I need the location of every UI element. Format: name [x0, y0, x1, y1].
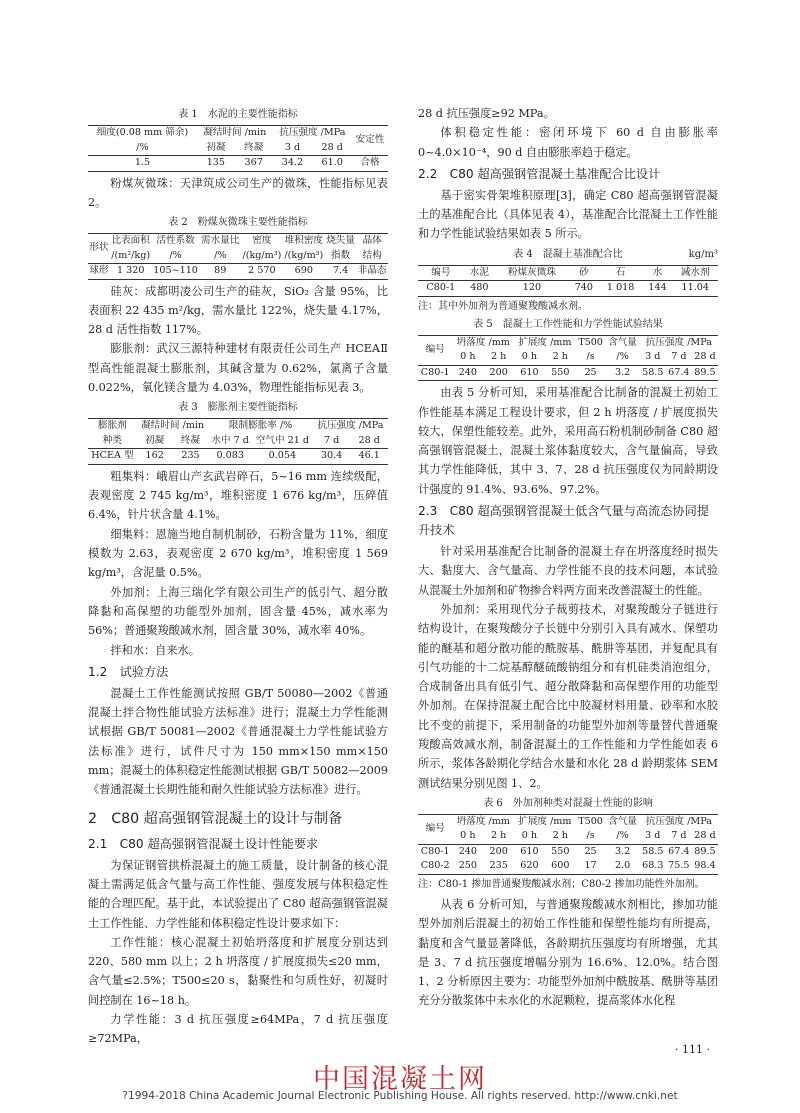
- t5-cell: 58.5: [640, 365, 666, 381]
- left-column: [88, 104, 388, 1049]
- t6-cell: 17: [576, 859, 606, 874]
- t6-subhead: 7 d: [666, 829, 692, 844]
- para-table6-analysis: 从表 6 分析可知，与普通聚羧酸减水剂相比，掺加功能型外加剂后混凝土的初始工作性能和保塑性能均有所提高，黏度和含气量显著降低，各龄期抗压强度均有所增强，尤其是 3、7 d 抗压强度增幅分别为 16.6%、12.0%。结合图 1、2 分析原因主要为：功能型外加剂中酰胺基、酰肼等基团充分分散浆体中未水化的水泥颗粒，提高浆体水化程: [418, 897, 718, 1008]
- t4-head: 减水剂: [672, 265, 718, 281]
- table1-caption: 表 1 水泥的主要性能指标: [178, 109, 298, 120]
- t4-cell: C80-1: [418, 281, 464, 297]
- t5-subhead: 2 h: [483, 350, 514, 365]
- t6-cell: 58.5: [642, 845, 664, 857]
- t2-subhead: /%: [152, 249, 200, 264]
- para-improvement-approach: 针对采用基准配合比制备的混凝土存在坍落度经时损失大、黏度大、含气量高、力学性能不良的技术问题，本试验从混凝土外加剂和矿物掺合料两方面来改善混凝土的性能。: [418, 545, 718, 597]
- page-number: · 111 ·: [675, 1043, 710, 1056]
- t1-subhead: 终凝: [235, 141, 273, 156]
- t5-head: 含气量: [605, 335, 639, 350]
- t6-cell: 200: [489, 845, 508, 857]
- t3-head: 凝结时间 /min: [137, 419, 209, 434]
- t2-cell: 非晶态: [356, 264, 388, 280]
- t2-cell: 1 320: [110, 264, 152, 280]
- t5-cell: 240: [452, 365, 483, 381]
- t2-subhead: /%: [200, 249, 241, 264]
- t5-cell: C80-1: [418, 365, 452, 381]
- t6-cell: 98.4: [692, 859, 718, 874]
- t5-cell: 610: [514, 365, 545, 381]
- t6-cell: 235: [483, 859, 514, 874]
- para-expansive-agent: 膨胀剂：武汉三源特种建材有限责任公司生产 HCEAⅡ 型高性能混凝土膨胀剂，其碱含量为 0.62%，氯离子含量 0.022%，氧化镁含量为 4.03%，物理性能指标见表 3。: [88, 342, 388, 395]
- t6-cell: 600: [545, 859, 576, 874]
- t5-subhead: /s: [576, 350, 606, 365]
- t6-cell: 2.0: [605, 859, 639, 874]
- t1-cell: 135: [197, 156, 235, 172]
- para-fine-aggregate: 细集料：恩施当地自制机制砂，石粉含量为 11%，细度模数为 2.63，表观密度 2 670 kg/m³，堆积密度 1 569 kg/m³，含泥量 0.5%。: [88, 527, 388, 580]
- t2-head: 比表面积: [110, 234, 152, 249]
- t2-subhead: /(kg/m³): [241, 249, 283, 264]
- t5-cell: 25: [576, 365, 606, 381]
- t3-subhead: 7 d: [313, 434, 351, 449]
- table4-base-mix: [418, 265, 718, 297]
- t6-subhead: 0 h: [452, 829, 483, 844]
- t1-cell: 1.5: [88, 156, 197, 172]
- t6-subhead: 2 h: [545, 829, 576, 844]
- t2-head: 烧失量: [325, 234, 357, 249]
- para-mixing-water: 拌和水：自来水。: [110, 643, 200, 657]
- t4-head: 水泥: [464, 265, 495, 281]
- t4-cell: 11.04: [672, 281, 718, 297]
- para-admixture: 外加剂：上海三瑞化学有限公司生产的低引气、超分散降黏和高保塑的功能型外加剂，固含量 45%，减水率为 56%；普通聚羧酸减水剂，固含量 30%，减水率 40%。: [88, 585, 388, 638]
- t5-subhead: 2 h: [545, 350, 576, 365]
- t4-cell: 144: [642, 281, 672, 297]
- heading-2-3: 2.3 C80 超高强钢管混凝土低含气量与高流态协同提升技术: [418, 504, 710, 538]
- t2-cell: 89: [200, 264, 241, 280]
- t2-cell: 105~110: [152, 264, 200, 280]
- table3-caption: 表 3 膨胀剂主要性能指标: [178, 402, 298, 414]
- t2-head: 需水量比: [200, 234, 241, 249]
- para-fly-ash: 粉煤灰微珠：天津筑成公司生产的微珠，性能指标见表 2。: [88, 176, 388, 209]
- t6-subhead: /s: [576, 829, 606, 844]
- t6-subhead: 3 d: [640, 829, 666, 844]
- table4-unit: kg/m³: [688, 248, 718, 260]
- t6-cell: C80-1: [420, 845, 450, 857]
- table4-note: 注：其中外加剂为普通聚羧酸减水剂。: [418, 300, 588, 312]
- t4-cell: 480: [464, 281, 495, 297]
- heading-2: 2 C80 超高强钢管混凝土的设计与制备: [88, 810, 343, 827]
- t6-cell: 89.5: [694, 845, 716, 857]
- t3-cell: 0.083: [208, 449, 252, 465]
- t5-head: 抗压强度 /MPa: [640, 335, 718, 350]
- t5-subhead: 28 d: [692, 350, 718, 365]
- t2-head: 密度: [241, 234, 283, 249]
- t1-cell: 61.0: [312, 156, 352, 172]
- t4-head: 石: [599, 265, 643, 281]
- t1-cell: 合格: [352, 156, 388, 172]
- t1-head: 安定性: [352, 126, 388, 156]
- t2-cell: 2 570: [241, 264, 283, 280]
- watermark: 中国混凝土网: [313, 1064, 487, 1095]
- t1-cell: 34.2: [273, 156, 313, 172]
- t6-cell: 67.4: [668, 845, 690, 857]
- table4-caption-text: 表 4 混凝土基准配合比: [513, 248, 623, 260]
- para-base-mix-design: 基于密实骨架堆积原理[3]，确定 C80 超高强钢管混凝土的基准配合比（具体见表 4），基准配合比混凝土工作性能和力学性能试验结果如表 5 所示。: [418, 188, 718, 241]
- t5-head: 编号: [418, 335, 452, 365]
- t3-head: 膨胀剂: [88, 419, 137, 434]
- t5-head: 扩展度 /mm: [514, 335, 576, 350]
- t4-cell: 1 018: [599, 281, 643, 297]
- t6-cell: 620: [514, 859, 545, 874]
- table2-fly-ash-properties: [88, 233, 388, 280]
- t5-cell: 67.4: [666, 365, 692, 381]
- heading-2-1: 2.1 C80 超高强钢管混凝土设计性能要求: [88, 836, 319, 851]
- t1-subhead: 初凝: [197, 141, 235, 156]
- t3-cell: 46.1: [350, 449, 388, 465]
- t5-subhead: 7 d: [666, 350, 692, 365]
- para-28d-strength: 28 d 抗压强度≥92 MPa。: [418, 107, 555, 120]
- t2-head: 活性系数: [152, 234, 200, 249]
- table4-caption: [418, 247, 718, 263]
- t2-subhead: /(m²/kg): [110, 249, 152, 264]
- t6-subhead: 0 h: [514, 829, 545, 844]
- table3-expansive-agent-properties: [88, 418, 388, 465]
- t4-cell: 740: [569, 281, 599, 297]
- t6-cell: 25: [584, 845, 597, 857]
- t2-cell: 球形: [88, 264, 110, 280]
- t4-head: 粉煤灰微珠: [495, 265, 569, 281]
- t2-subhead: 结构: [356, 249, 388, 264]
- para-volume-stability: 体积稳定性能：密闭环境下 60 d 自由膨胀率 0~4.0×10⁻⁴，90 d 自由膨胀率趋于稳定。: [418, 126, 718, 159]
- t6-subhead: /%: [605, 829, 639, 844]
- t3-subhead: 初凝: [137, 434, 173, 449]
- table2-caption: 表 2 粉煤灰微珠主要性能指标: [168, 217, 308, 229]
- table6-admixture-effect: [418, 814, 718, 875]
- para-table5-analysis: 由表 5 分析可知，采用基准配合比制备的混凝土初始工作性能基本满足工程设计要求，但 2 h 坍落度 / 扩展度损失较大，保塑性能较差。此外，采用高石粉机制砂制备 C80 超高强钢管混凝土，混凝土浆体黏度较大，含气量偏高，导致其力学性能降低，其中 3、7、28 d 抗压强度仅为同龄期设计强度的 91.4%、93.6%、97.2%。: [418, 386, 718, 496]
- t2-head: 堆积密度: [283, 234, 325, 249]
- t1-subhead: 28 d: [312, 141, 352, 156]
- t4-head: 编号: [418, 265, 464, 281]
- t2-subhead: /(kg/m³): [283, 249, 325, 264]
- t3-cell: 162: [137, 449, 173, 465]
- t6-head: 编号: [418, 814, 452, 844]
- t6-head: 坍落度 /mm: [452, 814, 514, 829]
- t5-subhead: 0 h: [452, 350, 483, 365]
- t3-subhead: 28 d: [350, 434, 388, 449]
- t1-head: 抗压强度 /MPa: [273, 126, 352, 141]
- t3-cell: 0.054: [252, 449, 313, 465]
- t3-head: 抗压强度 /MPa: [313, 419, 388, 434]
- para-mechanical-performance: 力学性能：3 d 抗压强度≥64MPa，7 d 抗压强度≥72MPa，: [88, 1013, 388, 1046]
- t1-subhead: 3 d: [273, 141, 313, 156]
- table5-test-results: [418, 335, 718, 382]
- heading-2-2: 2.2 C80 超高强钢管混凝土基准配合比设计: [418, 166, 661, 181]
- t3-subhead: 水中 7 d: [208, 434, 252, 449]
- t6-head: T500: [576, 814, 606, 829]
- right-column: [418, 104, 718, 1011]
- para-test-method: 混凝土工作性能测试按照 GB/T 50080—2002《普通混凝土拌合物性能试验方法标准》进行；混凝土力学性能测试根据 GB/T 50081—2002《普通混凝土力学性能试验方法标准》进行，试件尺寸为 150 mm×150 mm×150 mm；混凝土的体积稳定性能测试根据 GB/T 50082—2009《普通混凝土长期性能和耐久性能试验方法标准》进行。: [88, 686, 388, 797]
- t3-subhead: 空气中 21 d: [252, 434, 313, 449]
- t5-cell: 200: [483, 365, 514, 381]
- table1-cement-properties: [88, 125, 388, 172]
- t6-cell: 75.5: [666, 859, 692, 874]
- t1-head: 凝结时间 /min: [197, 126, 273, 141]
- t5-subhead: /%: [605, 350, 639, 365]
- t3-head: 限制膨胀率 /%: [208, 419, 312, 434]
- t5-subhead: 0 h: [514, 350, 545, 365]
- t5-head: 坍落度 /mm: [452, 335, 514, 350]
- heading-1-2: 1.2 试验方法: [88, 664, 169, 679]
- t5-cell: 3.2: [605, 365, 639, 381]
- table6-note: 注：C80-1 掺加普通聚羧酸减水剂；C80-2 掺加功能性外加剂。: [418, 878, 705, 890]
- t1-cell: 367: [235, 156, 273, 172]
- t3-cell: 30.4: [313, 449, 351, 465]
- t2-head: 形状: [88, 234, 110, 264]
- t6-cell: 550: [551, 845, 570, 857]
- t6-head: 扩展度 /mm: [514, 814, 576, 829]
- para-functional-admixture: 外加剂：采用现代分子裁剪技术，对聚羧酸分子链进行结构设计，在聚羧酸分子长链中分别引入具有减水、保塑功能的醚基和超分散功能的酰胺基、酰肼等基团，并复配具有引气功能的十二烷基醇醚硫酸钠组分和有机硅类消泡组分，合成制备出具有低引气、超分散降黏和高保塑作用的功能型外加剂。在保持混凝土配合比中胶凝材料用量、砂率和水胶比不变的前提下，采用制备的功能型外加剂等量替代普通聚羧酸高效减水剂，制备混凝土的工作性能和力学性能如表 6 所示，浆体各龄期化学结合水量和水化 28 d 龄期浆体 SEM 测试结果分别见图 1、2。: [418, 602, 718, 790]
- t6-cell: 68.3: [640, 859, 666, 874]
- t6-cell: 240: [458, 845, 477, 857]
- t6-cell: C80-2: [418, 859, 452, 874]
- t4-cell: 120: [495, 281, 569, 297]
- t6-cell: 3.2: [614, 845, 631, 857]
- t5-subhead: 3 d: [640, 350, 666, 365]
- para-design-requirements: 为保证钢管拱桥混凝土的施工质量，设计制备的核心混凝土需满足低含气量与高工作性能、强度发展与体积稳定性能的合理匹配。基于此，本试验提出了 C80 超高强钢管混凝土工作性能、力学性能和体积稳定性设计要求如下：: [88, 858, 388, 930]
- table6-caption: 表 6 外加剂种类对混凝土性能的影响: [483, 797, 653, 809]
- t3-subhead: 种类: [88, 434, 137, 449]
- t2-head: 晶体: [356, 234, 388, 249]
- t6-cell: 250: [452, 859, 483, 874]
- t5-cell: 89.5: [692, 365, 718, 381]
- t2-cell: 7.4: [325, 264, 357, 280]
- copyright-footer: ?1994-2018 China Academic Journal Electronic Publishing House. All rights reserved. http://www.cnki.net: [122, 1090, 678, 1102]
- t1-subhead: /%: [88, 141, 197, 156]
- para-coarse-aggregate: 粗集料：峨眉山产玄武岩碎石，5~16 mm 连续级配，表观密度 2 745 kg/m³，堆积密度 1 676 kg/m³，压碎值 6.4%，针片状含量 4.1%。: [88, 469, 388, 522]
- t3-subhead: 终凝: [173, 434, 209, 449]
- t6-subhead: 2 h: [483, 829, 514, 844]
- t2-subhead: 指数: [325, 249, 357, 264]
- t6-cell: 610: [520, 845, 539, 857]
- t5-cell: 550: [545, 365, 576, 381]
- t5-head: T500: [576, 335, 606, 350]
- t2-cell: 690: [283, 264, 325, 280]
- t4-head: 砂: [569, 265, 599, 281]
- para-work-performance: 工作性能：核心混凝土初始坍落度和扩展度分别达到 220、580 mm 以上；2 h 坍落度 / 扩展度损失≤20 mm，含气量≤2.5%；T500≤20 s，黏聚性和匀质性好，初凝时间控制在 16~18 h。: [88, 935, 388, 1007]
- table5-caption: 表 5 混凝土工作性能和力学性能试验结果: [473, 318, 663, 330]
- para-silica-fume: 硅灰：成都明凌公司生产的硅灰，SiO₂ 含量 95%，比表面积 22 435 m²/kg，需水量比 122%，烧失量 4.17%，28 d 活性指数 117%。: [88, 284, 388, 337]
- t6-head: 含气量: [605, 814, 639, 829]
- t6-head: 抗压强度 /MPa: [640, 814, 718, 829]
- t3-cell: HCEA 型: [88, 449, 137, 465]
- t1-head: 细度(0.08 mm 筛余): [88, 126, 197, 141]
- t3-cell: 235: [173, 449, 209, 465]
- t4-head: 水: [642, 265, 672, 281]
- t6-subhead: 28 d: [692, 829, 718, 844]
